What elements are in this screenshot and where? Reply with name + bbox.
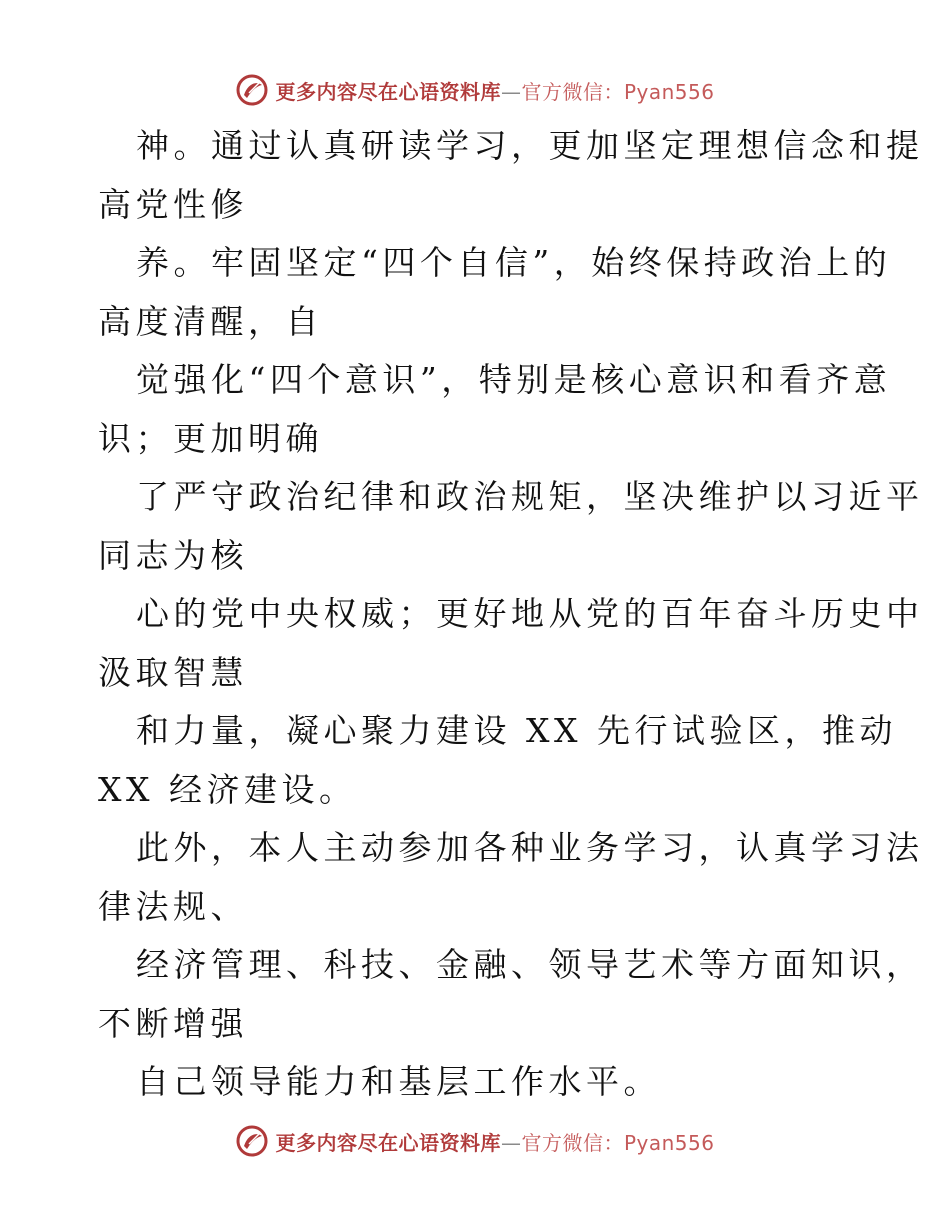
- document-body: [98, 117, 924, 1112]
- body-line: 不断增强: [98, 1003, 248, 1043]
- banner-main-text: 更多内容尽在心语资料库: [275, 79, 501, 104]
- body-line: 养。牢固坚定“四个自信”，始终保持政治上的: [136, 243, 892, 282]
- body-line: 心的党中央权威；更好地从党的百年奋斗历史中: [136, 594, 924, 633]
- body-line: 识；更加明确: [98, 418, 323, 458]
- body-line: 此外，本人主动参加各种业务学习，认真学习法: [136, 828, 924, 867]
- body-line: XX 经济建设。: [98, 769, 357, 809]
- body-line: 经济管理、科技、金融、领导艺术等方面知识，: [136, 945, 924, 984]
- banner-separator: —: [500, 79, 522, 104]
- banner-wechat-text: 官方微信：Pyan556: [521, 79, 715, 104]
- brand-logo-icon: [235, 1124, 269, 1158]
- body-line: 了严守政治纪律和政治规矩，坚决维护以习近平: [136, 477, 924, 516]
- banner-separator: —: [500, 1130, 522, 1155]
- body-line: 自己领导能力和基层工作水平。: [136, 1062, 661, 1101]
- body-line: 汲取智慧: [98, 652, 248, 692]
- header-watermark: [0, 68, 950, 112]
- brand-logo-icon: [235, 73, 269, 107]
- body-line: 高党性修: [98, 184, 248, 224]
- body-line: 觉强化“四个意识”，特别是核心意识和看齐意: [136, 360, 892, 399]
- body-line: 和力量，凝心聚力建设 XX 先行试验区，推动: [136, 711, 897, 750]
- body-line: 同志为核: [98, 535, 248, 575]
- body-line: 律法规、: [98, 886, 248, 926]
- banner-wechat-text: 官方微信：Pyan556: [521, 1130, 715, 1155]
- banner-main-text: 更多内容尽在心语资料库: [275, 1130, 501, 1155]
- body-line: 高度清醒，自: [98, 301, 323, 341]
- body-line: 神。通过认真研读学习，更加坚定理想信念和提: [136, 126, 924, 165]
- footer-watermark: [0, 1119, 950, 1163]
